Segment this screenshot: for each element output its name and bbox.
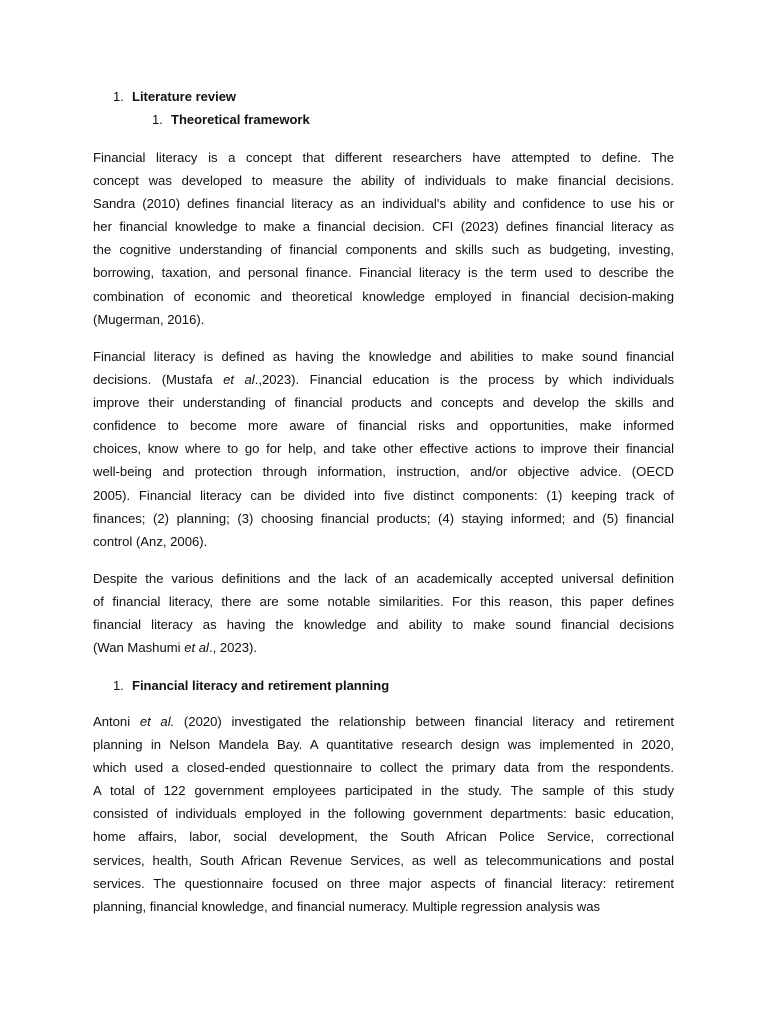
- text-line: [93, 308, 674, 331]
- text-line: [93, 391, 674, 414]
- text-run: 2005). Financial literacy can be divided into five distinct components: (1) keeping track of: [93, 487, 674, 503]
- text-line: [93, 895, 674, 918]
- heading-number: 1.: [113, 678, 124, 693]
- text-line: [93, 215, 674, 238]
- text-run: services, health, South African Revenue Services, as well as telecommunications and postal: [93, 852, 674, 868]
- text-run: which used a closed-ended questionnaire to collect the primary data from the respondents.: [93, 760, 674, 776]
- heading-theoretical-framework: [152, 111, 310, 128]
- text-run: decisions. (Mustafa: [93, 372, 224, 388]
- text-run: A total of 122 government employees participated in the study. The sample of this study: [93, 783, 674, 799]
- italic-text: et al: [184, 640, 209, 656]
- text-run: improve their understanding of financial products and concepts and develop the skills and: [93, 395, 674, 411]
- text-line: [93, 192, 674, 215]
- text-run: (Mugerman, 2016).: [93, 311, 205, 327]
- text-line: [93, 590, 674, 613]
- text-run: home affairs, labor, social development, the South African Police Service, correctional: [93, 829, 674, 845]
- text-run: confidence to become more aware of financial risks and opportunities, make informed: [93, 418, 674, 434]
- text-run: well-being and protection through information, instruction, and/or objective advice. (OECD: [93, 464, 674, 480]
- text-run: Sandra (2010) defines financial literacy as an individual's ability and confidence to use his or: [93, 196, 674, 212]
- text-line: [93, 238, 674, 261]
- text-run: planning in Nelson Mandela Bay. A quantitative research design was implemented in 2020,: [93, 737, 674, 753]
- text-run: services. The questionnaire focused on three major aspects of financial literacy: retirement: [93, 875, 674, 891]
- text-line: [93, 345, 674, 368]
- text-line: [93, 567, 674, 590]
- text-run: the cognitive understanding of financial components and skills such as budgeting, investing,: [93, 242, 674, 258]
- text-run: choices, know where to go for help, and take other effective actions to improve their financial: [93, 441, 674, 457]
- text-run: Antoni: [93, 714, 140, 729]
- text-run: planning, financial knowledge, and financial numeracy. Multiple regression analysis was: [93, 898, 601, 914]
- text-line: [93, 710, 674, 733]
- heading-number: 1.: [113, 89, 124, 104]
- text-line: [93, 779, 674, 802]
- text-line: [93, 261, 674, 284]
- text-line: [93, 802, 674, 825]
- text-line: [93, 285, 674, 308]
- text-line: [93, 414, 674, 437]
- text-run: finances; (2) planning; (3) choosing financial products; (4) staying informed; and (5) financial: [93, 510, 674, 526]
- text-run: concept was developed to measure the ability of individuals to make financial decisions.: [93, 173, 674, 189]
- text-run: her financial knowledge to make a financial decision. CFI (2023) defines financial literacy as: [93, 219, 674, 235]
- text-line: [93, 872, 674, 895]
- text-line: [93, 368, 674, 391]
- text-run: borrowing, taxation, and personal finance. Financial literacy is the term used to describe the: [93, 265, 674, 281]
- text-line: [93, 756, 674, 779]
- italic-text: et al: [223, 372, 255, 388]
- text-run: Despite the various definitions and the lack of an academically accepted universal definition: [93, 571, 674, 586]
- text-line: [93, 169, 674, 192]
- text-line: [93, 825, 674, 848]
- text-line: [93, 507, 674, 530]
- heading-literature-review: [113, 88, 236, 105]
- text-line: [93, 437, 674, 460]
- text-run: control (Anz, 2006).: [93, 533, 208, 549]
- text-run: consisted of individuals employed in the following government departments: basic education,: [93, 806, 674, 822]
- paragraph-antoni-study: [93, 710, 674, 918]
- text-run: of financial literacy, there are some notable similarities. For this reason, this paper defines: [93, 594, 674, 610]
- text-run: Financial literacy is a concept that different researchers have attempted to define. The: [93, 150, 674, 165]
- heading-number: 1.: [152, 112, 163, 127]
- paragraph-definitions: [93, 146, 674, 331]
- heading-financial-literacy-retirement: [113, 677, 389, 694]
- heading-text: Financial literacy and retirement planning: [132, 678, 390, 693]
- text-line: [93, 460, 674, 483]
- text-run: (2020) investigated the relationship between financial literacy and retirement: [174, 714, 675, 729]
- heading-text: Theoretical framework: [171, 112, 310, 127]
- text-run: financial literacy as having the knowledge and ability to make sound financial decisions: [93, 617, 674, 633]
- text-line: [93, 146, 674, 169]
- text-line: [93, 484, 674, 507]
- text-run: combination of economic and theoretical knowledge employed in financial decision-making: [93, 288, 674, 304]
- heading-text: Literature review: [132, 89, 237, 104]
- text-line: [93, 849, 674, 872]
- text-run: Financial literacy is defined as having the knowledge and abilities to make sound financial: [93, 349, 674, 364]
- text-line: [93, 530, 674, 553]
- text-run: .,2023). Financial education is the process by which individuals: [254, 372, 675, 388]
- text-line: [93, 636, 674, 659]
- text-line: [93, 733, 674, 756]
- text-run: ., 2023).: [208, 640, 257, 656]
- paragraph-paper-definition: [93, 567, 674, 659]
- italic-text: et al.: [139, 714, 175, 729]
- text-line: [93, 613, 674, 636]
- text-run: (Wan Mashumi: [93, 640, 185, 656]
- paragraph-financial-education: [93, 345, 674, 553]
